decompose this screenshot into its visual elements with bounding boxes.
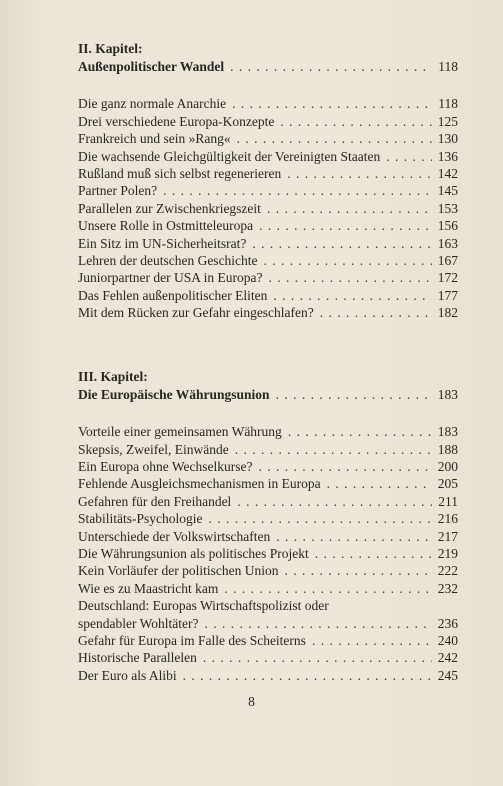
entry-title: Mit dem Rücken zur Gefahr eingeschlafen?	[78, 305, 314, 321]
dot-leader	[205, 615, 433, 632]
chapter-section	[78, 40, 458, 322]
entry-title: Stabilitäts-Psychologie	[78, 511, 203, 527]
entry-page-number: 183	[437, 424, 458, 440]
dot-leader	[273, 287, 432, 304]
entry-title: Gefahren für den Freihandel	[78, 493, 232, 509]
toc-entry	[78, 182, 458, 199]
dot-leader	[264, 252, 432, 269]
chapter-label: III. Kapitel:	[78, 368, 148, 384]
entry-title: Der Euro als Alibi	[78, 667, 177, 683]
entry-page-number: 232	[437, 580, 458, 596]
chapter-title-row	[78, 386, 458, 403]
dot-leader	[252, 235, 432, 252]
dot-leader	[386, 148, 432, 165]
dot-leader	[209, 510, 433, 527]
entry-title: Vorteile einer gemeinsamen Währung	[78, 424, 282, 440]
entry-title: Kein Vorläufer der politischen Union	[78, 563, 279, 579]
entry-page-number: 217	[437, 528, 458, 544]
entry-title: Wie es zu Maastricht kam	[78, 580, 219, 596]
entry-page-number: 236	[437, 615, 458, 631]
entry-title-continuation: spendabler Wohltäter?	[78, 615, 199, 631]
entry-page-number: 145	[437, 183, 458, 199]
toc-entry	[78, 441, 458, 458]
entry-title: Lehren der deutschen Geschichte	[78, 253, 258, 269]
entry-title: Die Währungsunion als politisches Projekt	[78, 545, 309, 561]
dot-leader	[276, 528, 432, 545]
toc-entry	[78, 458, 458, 475]
entry-page-number: 222	[437, 563, 458, 579]
dot-leader	[203, 649, 432, 666]
dot-leader	[237, 130, 432, 147]
entry-title: Ein Europa ohne Wechselkurse?	[78, 458, 253, 474]
chapter-title: Die Europäische Währungsunion	[78, 386, 270, 402]
entry-title: Rußland muß sich selbst regenerieren	[78, 166, 282, 182]
chapter-page-number: 183	[437, 386, 458, 402]
dot-leader	[267, 200, 432, 217]
dot-leader	[163, 182, 432, 199]
entry-page-number: 167	[437, 253, 458, 269]
toc-entry	[78, 269, 458, 286]
toc-entry	[78, 165, 458, 182]
entry-page-number: 163	[437, 235, 458, 251]
dot-leader	[312, 632, 432, 649]
dot-leader	[237, 493, 432, 510]
toc-entry	[78, 528, 458, 545]
toc-entry	[78, 597, 458, 632]
dot-leader	[288, 423, 432, 440]
chapter-label: II. Kapitel:	[78, 41, 143, 56]
entry-title: Unterschiede der Volkswirtschaften	[78, 528, 271, 544]
entry-title: Die ganz normale Anarchie	[78, 96, 227, 112]
entry-title: Das Fehlen außenpolitischer Eliten	[78, 287, 268, 303]
dot-leader	[276, 386, 432, 403]
entry-title: Fehlende Ausgleichsmechanismen in Europa	[78, 476, 321, 492]
dot-leader	[235, 441, 432, 458]
dot-leader	[230, 58, 432, 75]
toc-entry	[78, 200, 458, 217]
chapter-title: Außenpolitischer Wandel	[78, 59, 225, 74]
page-number: 8	[248, 694, 255, 709]
entry-title: Ein Sitz im UN-Sicherheitsrat?	[78, 235, 247, 251]
entry-page-number: 188	[437, 441, 458, 457]
toc-entry	[78, 562, 458, 579]
entry-page-number: 136	[437, 148, 458, 164]
entry-page-number: 240	[437, 632, 458, 648]
entry-title: Parallelen zur Zwischenkriegszeit	[78, 200, 261, 216]
entry-page-number: 216	[437, 511, 458, 527]
entry-title: Juniorpartner der USA in Europa?	[78, 270, 263, 286]
dot-leader	[287, 165, 432, 182]
dot-leader	[224, 580, 432, 597]
toc-entry	[78, 130, 458, 147]
dot-leader	[268, 269, 432, 286]
entry-page-number: 130	[437, 131, 458, 147]
entry-page-number: 211	[438, 493, 458, 509]
entry-title: Frankreich und sein »Rang«	[78, 131, 231, 147]
entry-page-number: 245	[437, 667, 458, 683]
entry-page-number: 242	[437, 650, 458, 666]
dot-leader	[183, 667, 432, 684]
entry-page-number: 142	[437, 166, 458, 182]
toc-entry-continuation	[78, 615, 458, 632]
entry-page-number: 200	[437, 458, 458, 474]
dot-leader	[284, 562, 432, 579]
chapter-section	[78, 368, 458, 685]
toc-entry	[78, 510, 458, 527]
entry-page-number: 153	[437, 200, 458, 216]
entry-title: Unsere Rolle in Ostmitteleuropa	[78, 218, 254, 234]
toc-entry	[78, 304, 458, 321]
entry-page-number: 118	[438, 96, 458, 112]
entry-page-number: 219	[437, 545, 458, 561]
chapter-title-row	[78, 58, 458, 75]
toc-entry	[78, 235, 458, 252]
dot-leader	[320, 304, 432, 321]
entry-title: Die wachsende Gleichgültigkeit der Vereinigten Staaten	[78, 148, 381, 164]
toc-entry	[78, 649, 458, 666]
toc-entry	[78, 95, 458, 112]
dot-leader	[258, 458, 432, 475]
toc-entry	[78, 217, 458, 234]
entry-title: Historische Parallelen	[78, 650, 197, 666]
dot-leader	[327, 475, 432, 492]
chapter-page-number: 118	[438, 59, 458, 74]
toc-entry	[78, 493, 458, 510]
dot-leader	[280, 113, 432, 130]
entry-page-number: 172	[437, 270, 458, 286]
toc-entry	[78, 423, 458, 440]
entry-title: Deutschland: Europas Wirtschaftspolizist oder	[78, 598, 329, 614]
entry-title: Skepsis, Zweifel, Einwände	[78, 441, 229, 457]
toc-entry	[78, 287, 458, 304]
entry-title: Partner Polen?	[78, 183, 158, 199]
toc-entry	[78, 632, 458, 649]
entry-page-number: 177	[437, 287, 458, 303]
toc-entry	[78, 667, 458, 684]
entry-title: Drei verschiedene Europa-Konzepte	[78, 113, 275, 129]
toc-entry	[78, 113, 458, 130]
toc-entry	[78, 148, 458, 165]
toc-entry	[78, 580, 458, 597]
toc-entry	[78, 252, 458, 269]
entry-title: Gefahr für Europa im Falle des Scheiterns	[78, 632, 306, 648]
entry-page-number: 182	[437, 305, 458, 321]
entry-page-number: 156	[437, 218, 458, 234]
dot-leader	[232, 95, 432, 112]
dot-leader	[259, 217, 432, 234]
entry-page-number: 125	[437, 113, 458, 129]
toc-entry	[78, 475, 458, 492]
dot-leader	[315, 545, 432, 562]
toc-entry	[78, 545, 458, 562]
table-of-contents	[78, 40, 458, 684]
entry-page-number: 205	[437, 476, 458, 492]
